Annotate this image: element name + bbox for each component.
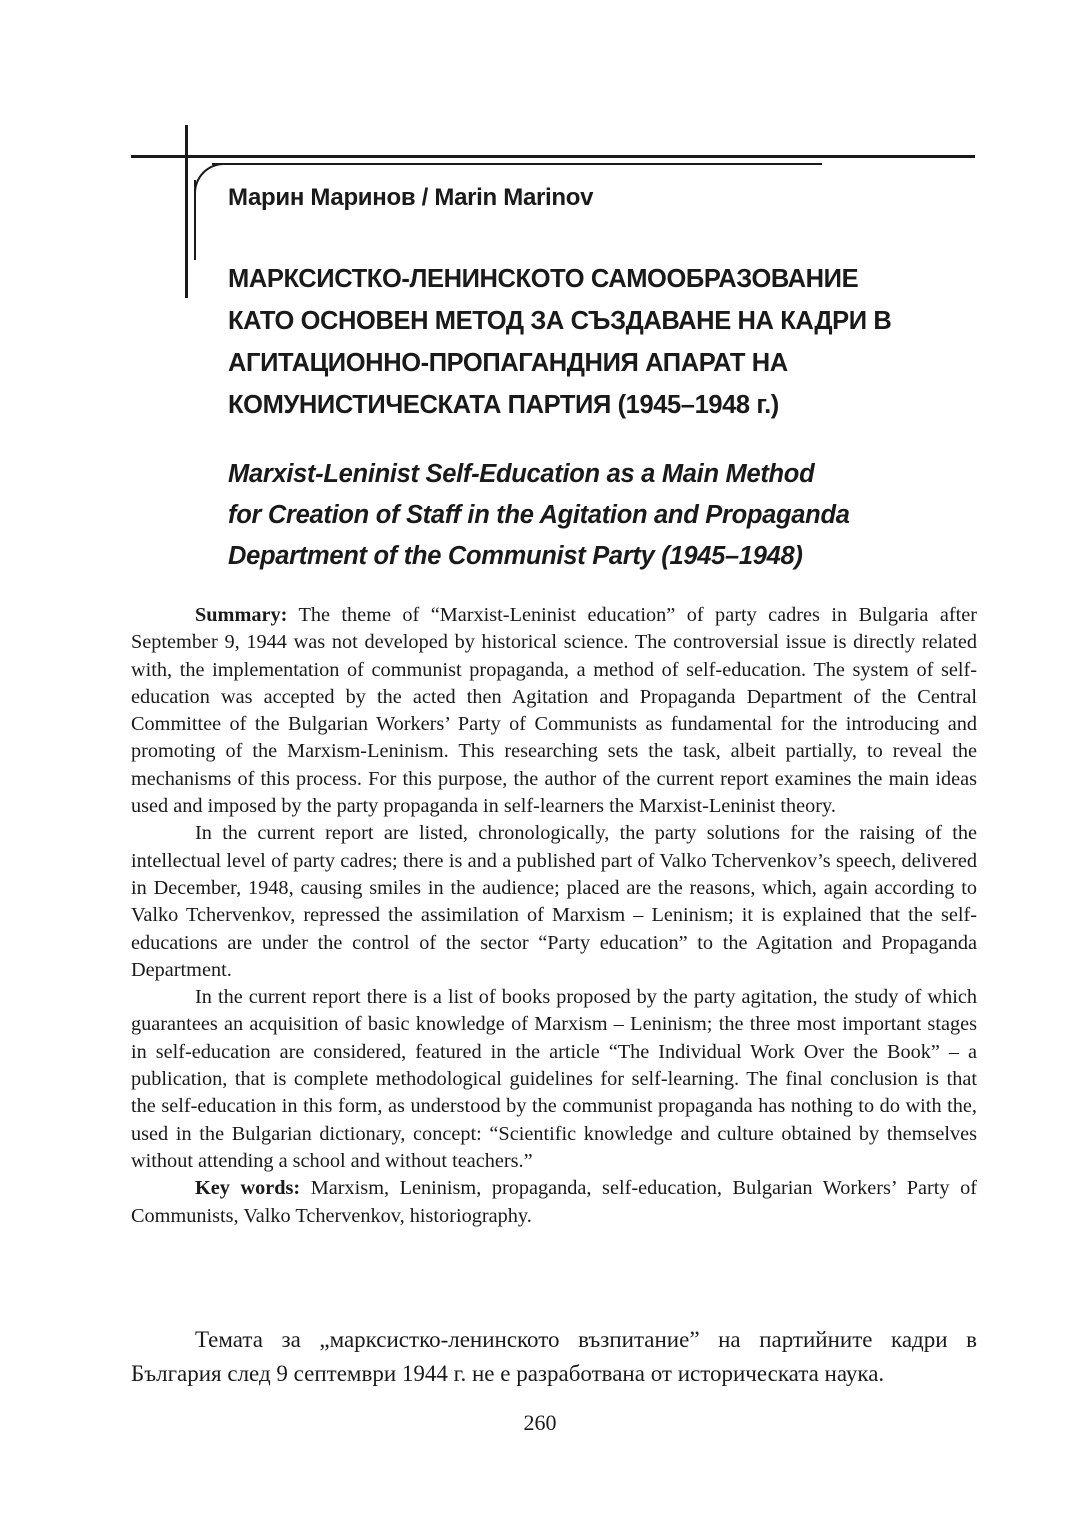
title-bulgarian-line: КАТО ОСНОВЕН МЕТОД ЗА СЪЗДАВАНЕ НА КАДРИ В (228, 307, 892, 335)
title-bulgarian-line: МАРКСИСТКО-ЛЕНИНСКОТО САМООБРАЗОВАНИЕ (228, 265, 859, 293)
author-name: Марин Маринов / Marin Marinov (228, 184, 594, 211)
summary-text: The theme of “Marxist-Leninist education” of party cadres in Bulgaria after September 9, 1944 was not developed by historical science. The controversial issue is directly related with, the implementation of communist propaganda, a method of self-education. The system of self-education was accepted by the acted then Agitation and Propaganda Department of the Central Committee of the Bulgarian Workers’ Party of Communists as fundamental for the introducing and promoting of the Marxism-Leninism. This researching sets the task, albeit partially, to reveal the mechanisms of this process. For this purpose, the author of the current report examines the main ideas used and imposed by the party propaganda in self-learners the Marxist-Leninist theory. (131, 604, 977, 818)
title-english-line: Marxist-Leninist Self-Education as a Main Method (228, 460, 815, 488)
title-bulgarian-line: КОМУНИСТИЧЕСКАТА ПАРТИЯ (1945–1948 г.) (228, 391, 779, 419)
summary-label: Summary: (195, 604, 288, 626)
page-number: 260 (523, 1410, 557, 1435)
title-english-line: for Creation of Staff in the Agitation and Propaganda (228, 501, 850, 529)
title-bulgarian (228, 258, 978, 426)
abstract (131, 602, 977, 1230)
header-rule-inner-vertical (194, 180, 196, 260)
abstract-paragraph: In the current report there is a list of books proposed by the party agitation, the study of which guarantees an acquisition of basic knowledge of Marxism – Leninism; the three most important stages in self-education are considered, featured in the article “The Individual Work Over the Book” – a publication, that is complete methodological guidelines for self-learning. The final conclusion is that the self-education in this form, as understood by the communist propaganda has nothing to do with the, used in the Bulgarian dictionary, concept: “Scientific knowledge and culture obtained by themselves without attending a school and without teachers.” (131, 986, 977, 1172)
abstract-summary (131, 602, 977, 820)
header-rule-horizontal (131, 155, 975, 158)
title-english-line: Department of the Communist Party (1945–1948) (228, 542, 803, 570)
title-english (228, 454, 978, 577)
keywords-label: Key words: (195, 1177, 301, 1200)
body-text (131, 1323, 977, 1391)
title-bulgarian-line: АГИТАЦИОННО-ПРОПАГАНДНИЯ АПАРАТ НА (228, 349, 788, 377)
body-paragraph: Темата за „марксистко-ленинското възпитание” на партийните кадри в България след 9 септември 1944 г. не е разработвана от историческата наука. (131, 1327, 977, 1386)
abstract-keywords (131, 1175, 977, 1230)
keywords-text: Marxism, Leninism, propaganda, self-education, Bulgarian Workers’ Party of Communists, Valko Tchervenkov, historiography. (131, 1177, 977, 1227)
header-rule-inner (212, 163, 822, 165)
abstract-paragraph: In the current report are listed, chronologically, the party solutions for the raising of the intellectual level of party cadres; there is and a published part of Valko Tchervenkov’s speech, delivered in December, 1948, causing smiles in the audience; placed are the reasons, which, again according to Valko Tchervenkov, repressed the assimilation of Marxism – Leninism; it is explained that the self-educations are under the control of the sector “Party education” to the Agitation and Propaganda Department. (131, 822, 977, 981)
header-rule-vertical (185, 125, 188, 298)
